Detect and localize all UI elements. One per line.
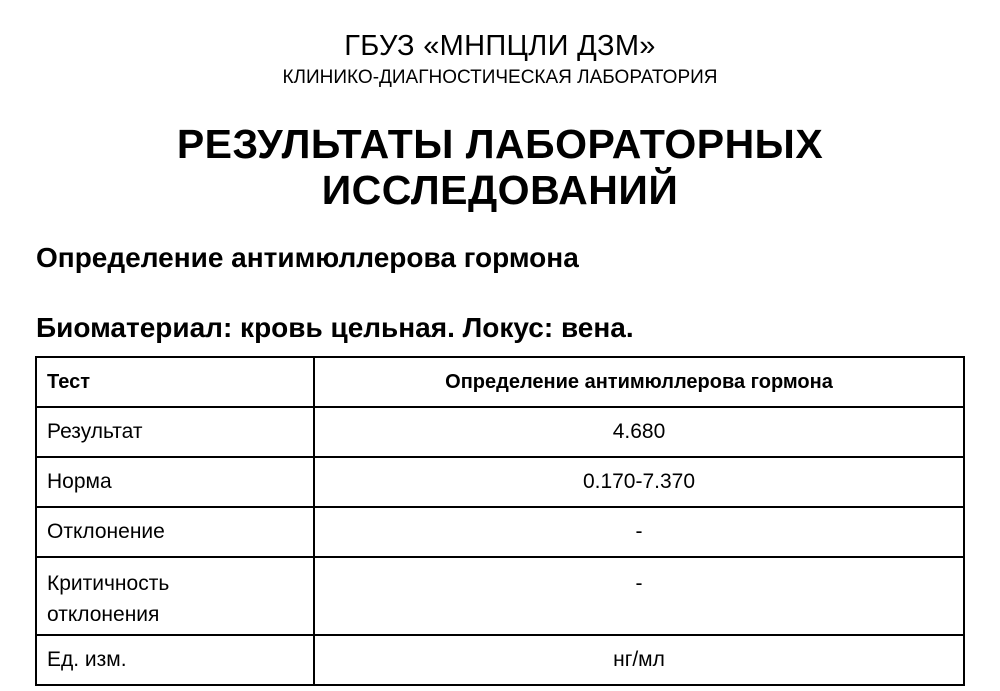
- row-label-deviation: Отклонение: [36, 507, 314, 557]
- header-test-label: Тест: [36, 357, 314, 407]
- row-value-norm: 0.170-7.370: [314, 457, 964, 507]
- table-row: [36, 507, 964, 557]
- table-row: [36, 635, 964, 685]
- department-name: КЛИНИКО-ДИАГНОСТИЧЕСКАЯ ЛАБОРАТОРИЯ: [282, 67, 718, 88]
- organization-name: ГБУЗ «МНПЦЛИ ДЗМ»: [344, 30, 656, 62]
- row-label-criticality-line-1: Критичность: [47, 572, 170, 595]
- table-header-row: [36, 357, 964, 407]
- row-label-criticality-line-2: отклонения: [47, 603, 160, 626]
- page-title-line-1: РЕЗУЛЬТАТЫ ЛАБОРАТОРНЫХ: [176, 121, 824, 167]
- row-label-unit: Ед. изм.: [36, 635, 314, 685]
- row-value-unit: нг/мл: [314, 635, 964, 685]
- table-row: [36, 457, 964, 507]
- biomaterial-info: Биоматериал: кровь цельная. Локус: вена.: [36, 312, 634, 343]
- page-title: [0, 121, 1000, 213]
- table-row: [36, 557, 964, 635]
- header-test-name: Определение антимюллерова гормона: [314, 357, 964, 407]
- study-name: Определение антимюллерова гормона: [36, 242, 579, 273]
- page-title-line-2: ИССЛЕДОВАНИЙ: [321, 167, 679, 213]
- row-value-result: 4.680: [314, 407, 964, 457]
- table-row: [36, 407, 964, 457]
- row-value-deviation: -: [314, 507, 964, 557]
- row-label-criticality: [36, 557, 314, 635]
- row-label-result: Результат: [36, 407, 314, 457]
- row-value-criticality: -: [314, 557, 964, 635]
- row-label-norm: Норма: [36, 457, 314, 507]
- results-table: [35, 356, 965, 686]
